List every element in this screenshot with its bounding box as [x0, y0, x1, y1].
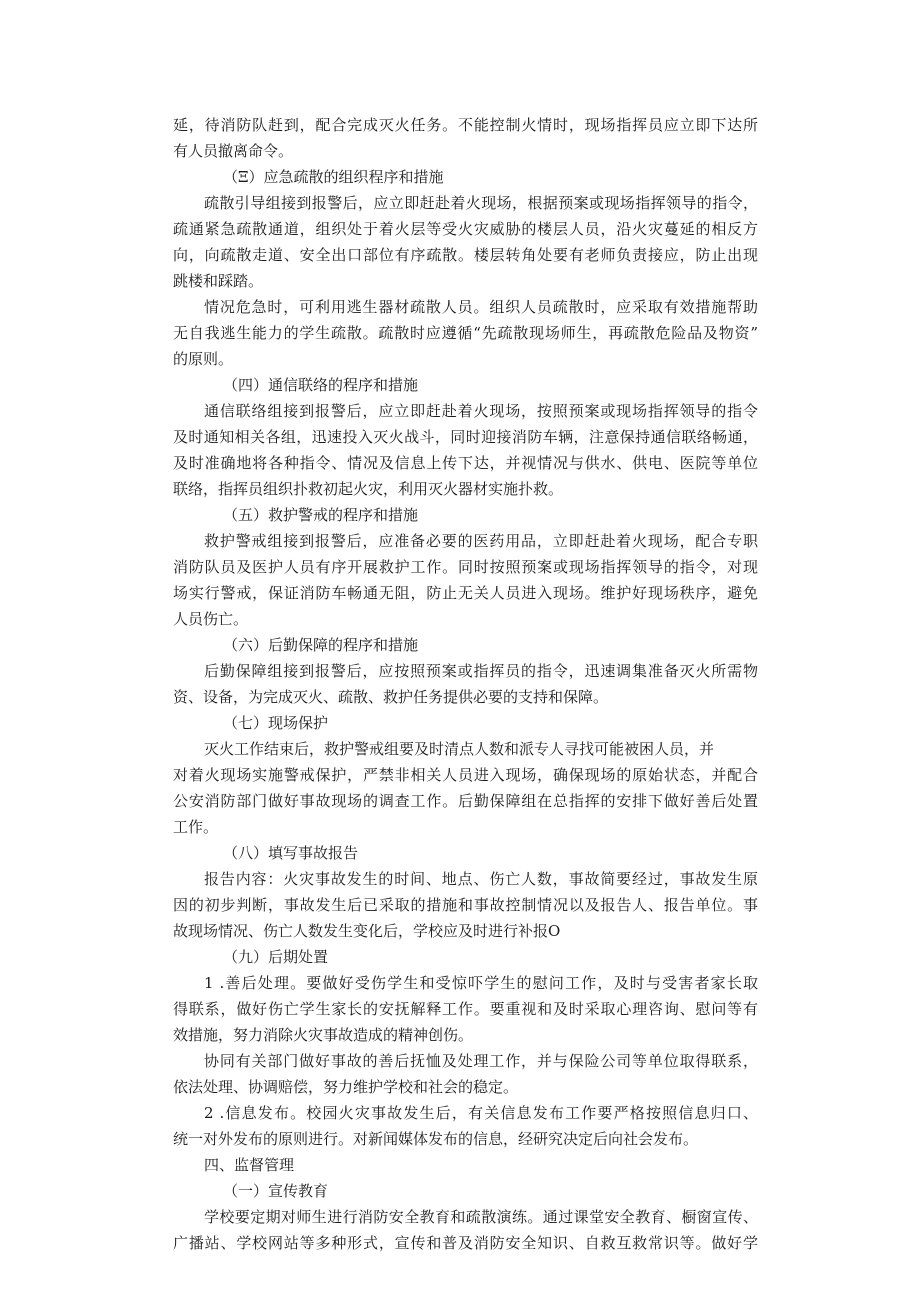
- text-line: 四、监督管理: [204, 1156, 295, 1174]
- text-line: 依法处理、协调赔偿，努力维护学校和社会的稳定。: [173, 1078, 519, 1096]
- text-line: 的原则。: [173, 350, 234, 368]
- text-line: 工作。: [173, 818, 219, 836]
- text-line: 统一对外发布的原则进行。对新闻媒体发布的信息，经研究决定后向社会发布。: [173, 1130, 699, 1148]
- text-line: 及时通知相关各组，迅速投入灭火战斗，同时迎接消防车辆，注意保持通信联络畅通，: [173, 428, 758, 446]
- text-line: （一）宣传教育: [223, 1182, 329, 1200]
- text-line: 有人员撤离命令。: [173, 142, 294, 160]
- text-line: 人员伤亡。: [173, 610, 249, 628]
- text-line: 场实行警戒，保证消防车畅通无阻，防止无关人员进入现场。维护好现场秩序，避免: [173, 584, 758, 602]
- text-line: 故现场情况、伤亡人数发生变化后，学校应及时进行补报O: [173, 922, 561, 940]
- text-line: （七）现场保护: [223, 714, 329, 732]
- text-line: 跳楼和踩踏。: [173, 272, 264, 290]
- text-line: 消防队员及医护人员有序开展救护工作。同时按照预案或现场指挥领导的指令，对现: [173, 558, 758, 576]
- text-line: 资、设备，为完成灭火、疏散、救护任务提供必要的支持和保障。: [173, 688, 609, 706]
- text-line: 广播站、学校网站等多种形式，宣传和普及消防安全知识、自救互救常识等。做好学: [173, 1234, 758, 1252]
- text-line: 因的初步判断，事故发生后已采取的措施和事故控制情况以及报告人、报告单位。事: [173, 896, 758, 914]
- text-line: 效措施，努力消除火灾事故造成的精神创伤。: [173, 1026, 474, 1044]
- document-body: [173, 112, 758, 1256]
- text-line: （九）后期处置: [223, 948, 329, 966]
- text-line: 联络，指挥员组织扑救初起火灾，利用灭火器材实施扑救。: [173, 480, 564, 498]
- text-line: 得联系，做好伤亡学生家长的安抚解释工作。要重视和及时采取心理咨询、慰问等有: [173, 1000, 758, 1018]
- text-line: 报告内容：火灾事故发生的时间、地点、伤亡人数，事故简要经过，事故发生原: [204, 870, 758, 888]
- text-line: 救护警戒组接到报警后，应准备必要的医药用品，立即赶赴着火现场，配合专职: [204, 532, 758, 550]
- text-line: （五）救护警戒的程序和措施: [223, 506, 419, 524]
- text-line: 向，向疏散走道、安全出口部位有序疏散。楼层转角处要有老师负责接应，防止出现: [173, 246, 758, 264]
- text-line: （Ξ）应急疏散的组织程序和措施: [223, 168, 444, 186]
- text-line: 后勤保障组接到报警后，应按照预案或指挥员的指令，迅速调集准备灭火所需物: [204, 662, 758, 680]
- text-line: 对着火现场实施警戒保护，严禁非相关人员进入现场，确保现场的原始状态，并配合: [173, 766, 758, 784]
- text-line: 通信联络组接到报警后，应立即赶赴着火现场，按照预案或现场指挥领导的指令: [204, 402, 758, 420]
- text-line: 疏散引导组接到报警后，应立即赶赴着火现场，根据预案或现场指挥领导的指令，: [204, 194, 758, 212]
- text-line: 疏通紧急疏散通道，组织处于着火层等受火灾威胁的楼层人员，沿火灾蔓延的相反方: [173, 220, 758, 238]
- text-line: 公安消防部门做好事故现场的调查工作。后勤保障组在总指挥的安排下做好善后处置: [173, 792, 758, 810]
- text-line: 情况危急时，可利用逃生器材疏散人员。组织人员疏散时，应采取有效措施帮助: [204, 298, 758, 316]
- text-line: 2 .信息发布。校园火灾事故发生后，有关信息发布工作要严格按照信息归口、: [204, 1104, 758, 1122]
- text-line: 无自我逃生能力的学生疏散。疏散时应遵循“先疏散现场师生，再疏散危险品及物资”: [173, 324, 758, 342]
- text-line: 1 .善后处理。要做好受伤学生和受惊吓学生的慰问工作，及时与受害者家长取: [204, 974, 758, 992]
- text-line: （八）填写事故报告: [223, 844, 359, 862]
- text-line: （四）通信联络的程序和措施: [223, 376, 419, 394]
- text-line: 协同有关部门做好事故的善后抚恤及处理工作，并与保险公司等单位取得联系，: [204, 1052, 758, 1070]
- text-line: 灭火工作结束后，救护警戒组要及时清点人数和派专人寻找可能被困人员，并: [204, 740, 715, 758]
- text-line: 延，待消防队赶到，配合完成灭火任务。不能控制火情时，现场指挥员应立即下达所: [173, 116, 758, 134]
- text-line: （六）后勤保障的程序和措施: [223, 636, 419, 654]
- text-line: 学校要定期对师生进行消防安全教育和疏散演练。通过课堂安全教育、橱窗宣传、: [204, 1208, 758, 1226]
- text-line: 及时准确地将各种指令、情况及信息上传下达，并视情况与供水、供电、医院等单位: [173, 454, 758, 472]
